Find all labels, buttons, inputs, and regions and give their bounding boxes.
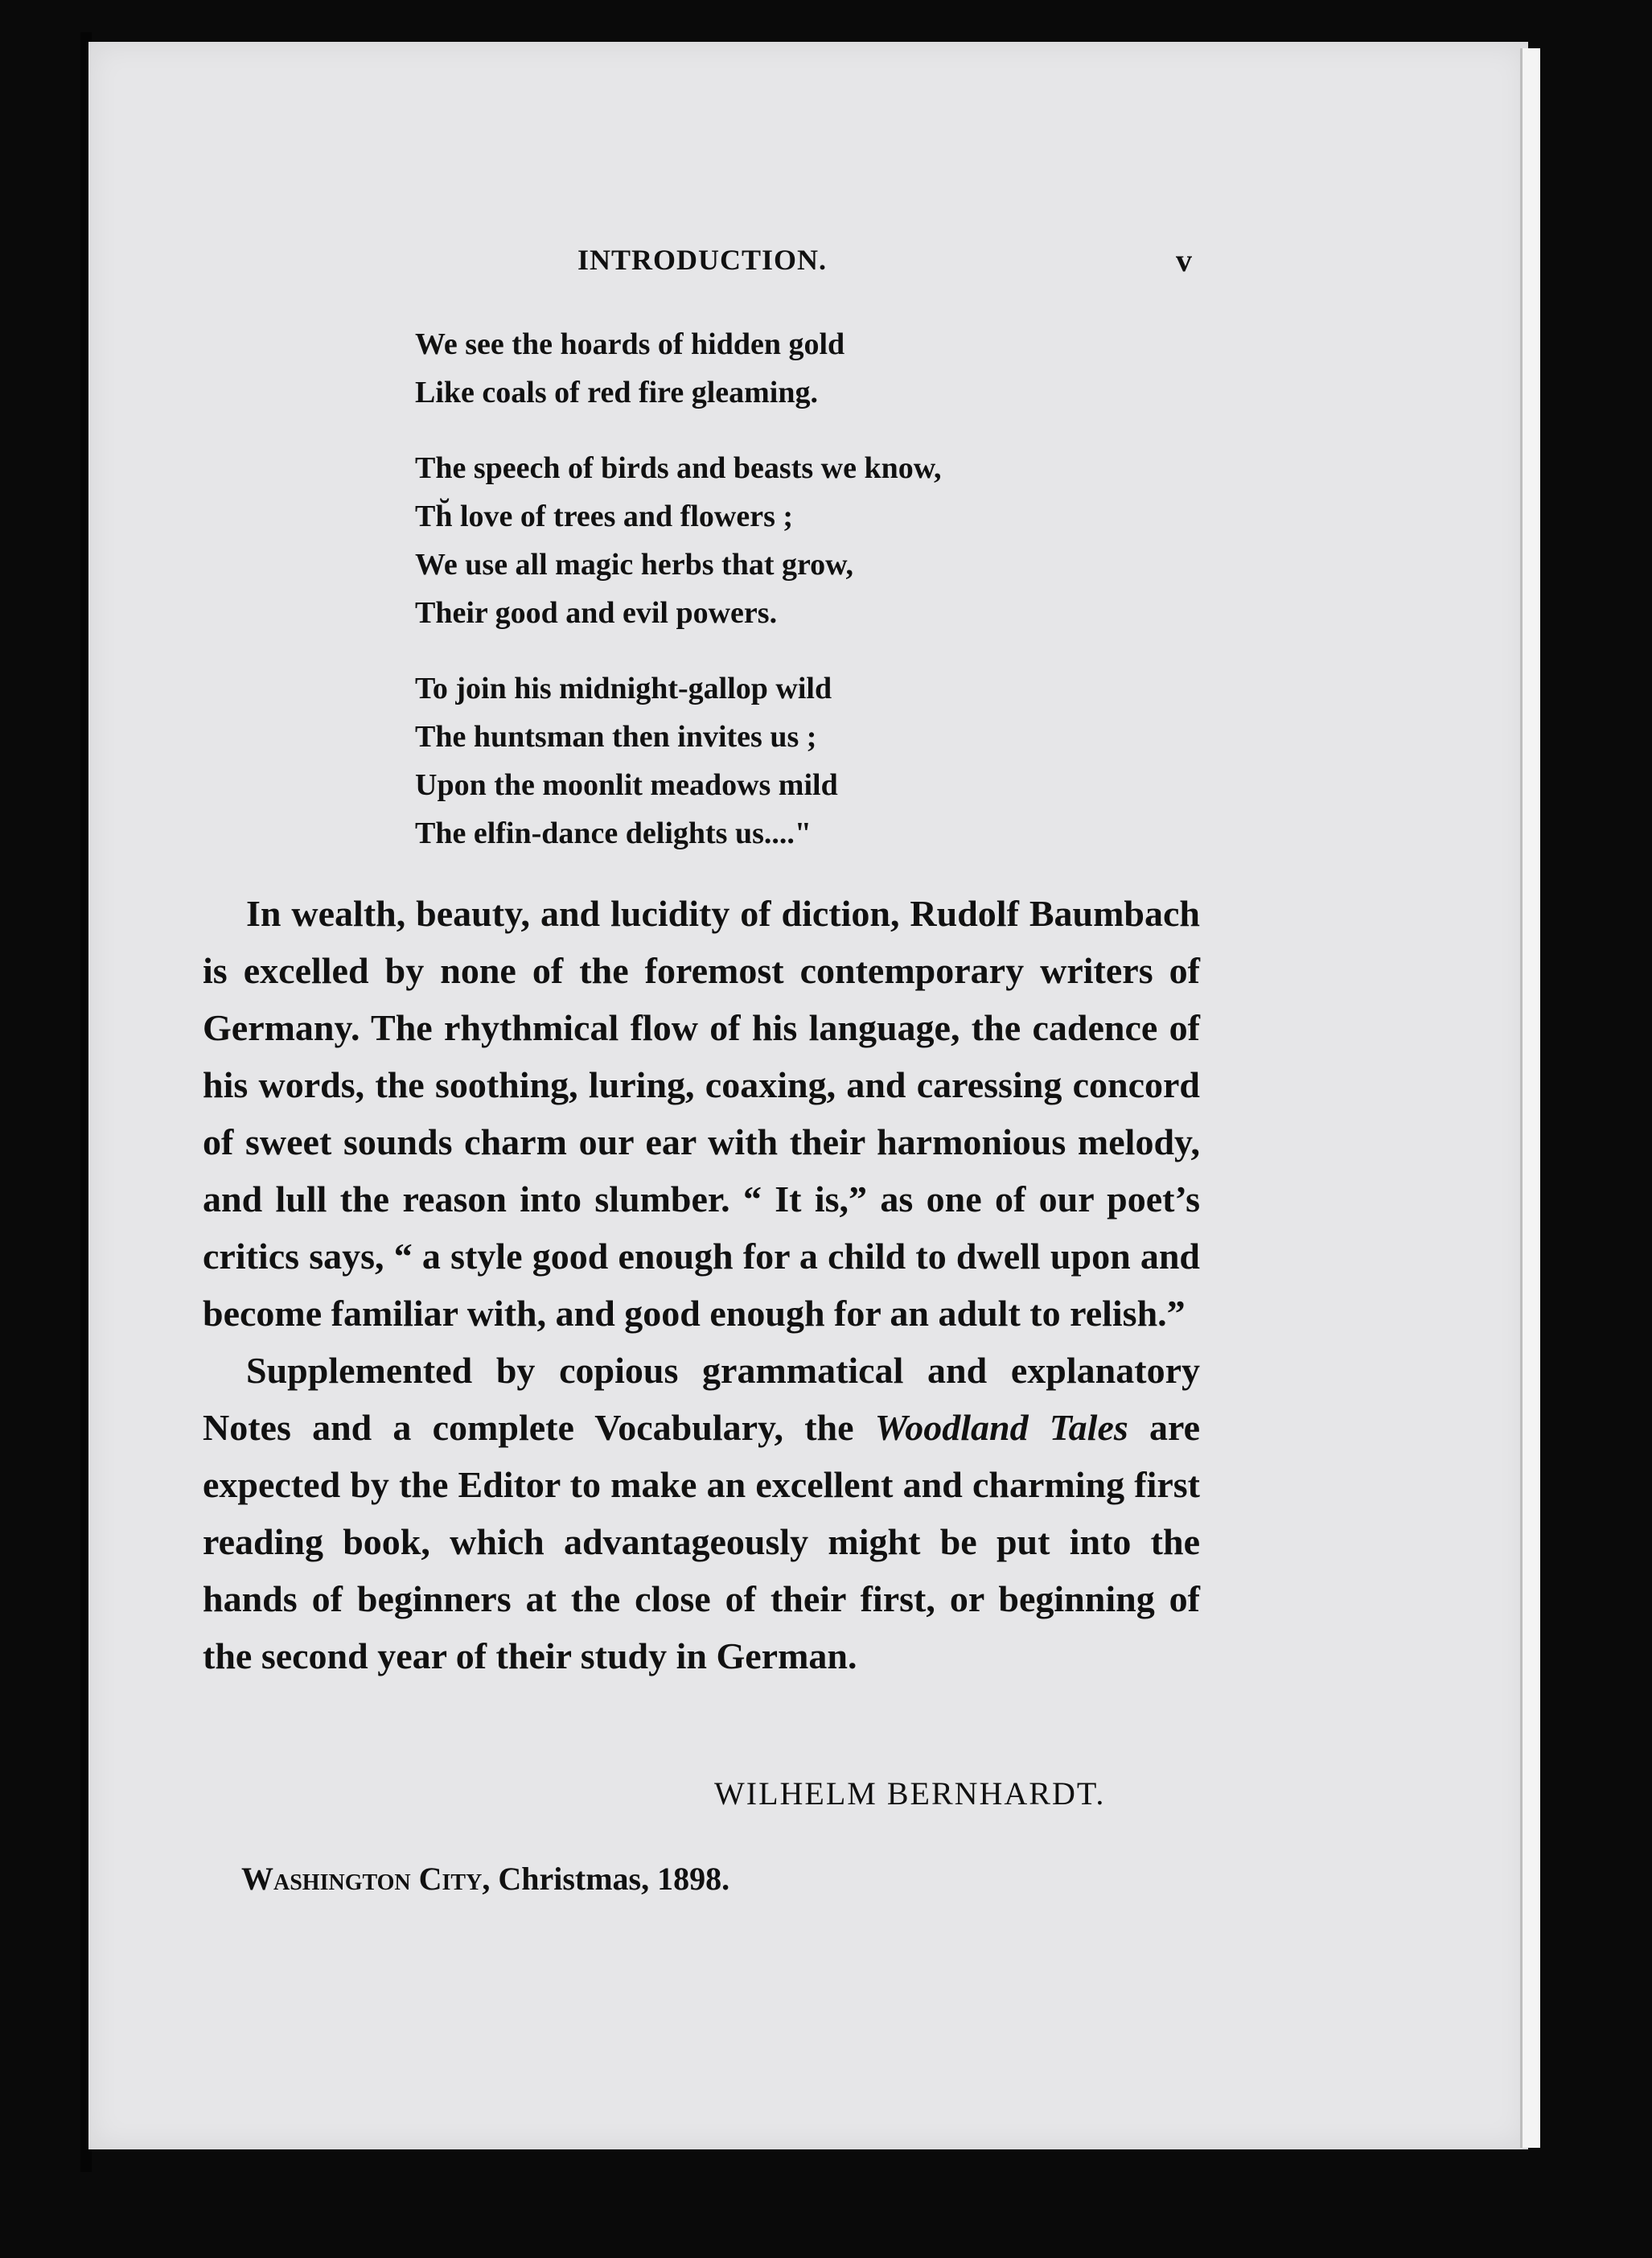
poem-line: We see the hoards of hidden gold bbox=[415, 327, 845, 361]
page-edge bbox=[1520, 48, 1540, 2148]
poem bbox=[415, 320, 942, 885]
poem-line: Th̆ love of trees and flowers ; bbox=[415, 500, 794, 533]
poem-line: We use all magic herbs that grow, bbox=[415, 548, 854, 582]
poem-line: Their good and evil powers. bbox=[415, 596, 778, 630]
dateline bbox=[241, 1860, 729, 1898]
poem-line: Like coals of red fire gleaming. bbox=[415, 376, 818, 409]
book-title: Woodland Tales bbox=[874, 1407, 1128, 1448]
paragraph: In wealth, beauty, and lucidity of diction, Rudolf Baumbach is excelled by none of the foremost contemporary writers of Germany. The rhythmical flow of his language, the cadence of his words, the soothing, luring, coaxing, and caressing concord of sweet sounds charm our ear with their harmonious melody, and lull the reason into slumber. “ It is,” as one of our poet’s critics says, “ a style good enough for a child to dwell upon and become familiar with, and good enough for an adult to relish.” bbox=[203, 893, 1200, 1334]
poem-line: The elfin-dance delights us...." bbox=[415, 816, 812, 850]
paragraph bbox=[203, 1342, 1200, 1684]
poem-line: The speech of birds and beasts we know, bbox=[415, 451, 942, 485]
poem-line: To join his midnight-gallop wild bbox=[415, 672, 832, 705]
running-head: INTRODUCTION. bbox=[577, 244, 828, 276]
poem-line: The huntsman then invites us ; bbox=[415, 720, 817, 754]
dateline-date: Christmas, 1898. bbox=[498, 1861, 730, 1897]
dateline-place: Washington City, bbox=[241, 1861, 491, 1897]
poem-stanza bbox=[415, 320, 942, 417]
poem-line: Upon the moonlit meadows mild bbox=[415, 768, 838, 802]
signature: WILHELM BERNHARDT. bbox=[714, 1775, 1106, 1812]
paragraph-text: are expected by the Editor to make an excellent and charming first reading book, which advantageously might be put into the hands of beginners at the close of their first, or beginning of the second year of their study in German. bbox=[203, 1407, 1201, 1676]
introduction-text bbox=[203, 885, 1200, 1684]
page-number: v bbox=[1176, 242, 1192, 278]
poem-stanza bbox=[415, 664, 942, 858]
poem-stanza bbox=[415, 444, 942, 637]
paragraph-text: Supplemented by copious grammatical and explanatory Notes and a complete Vocabulary, the bbox=[203, 1350, 1200, 1448]
